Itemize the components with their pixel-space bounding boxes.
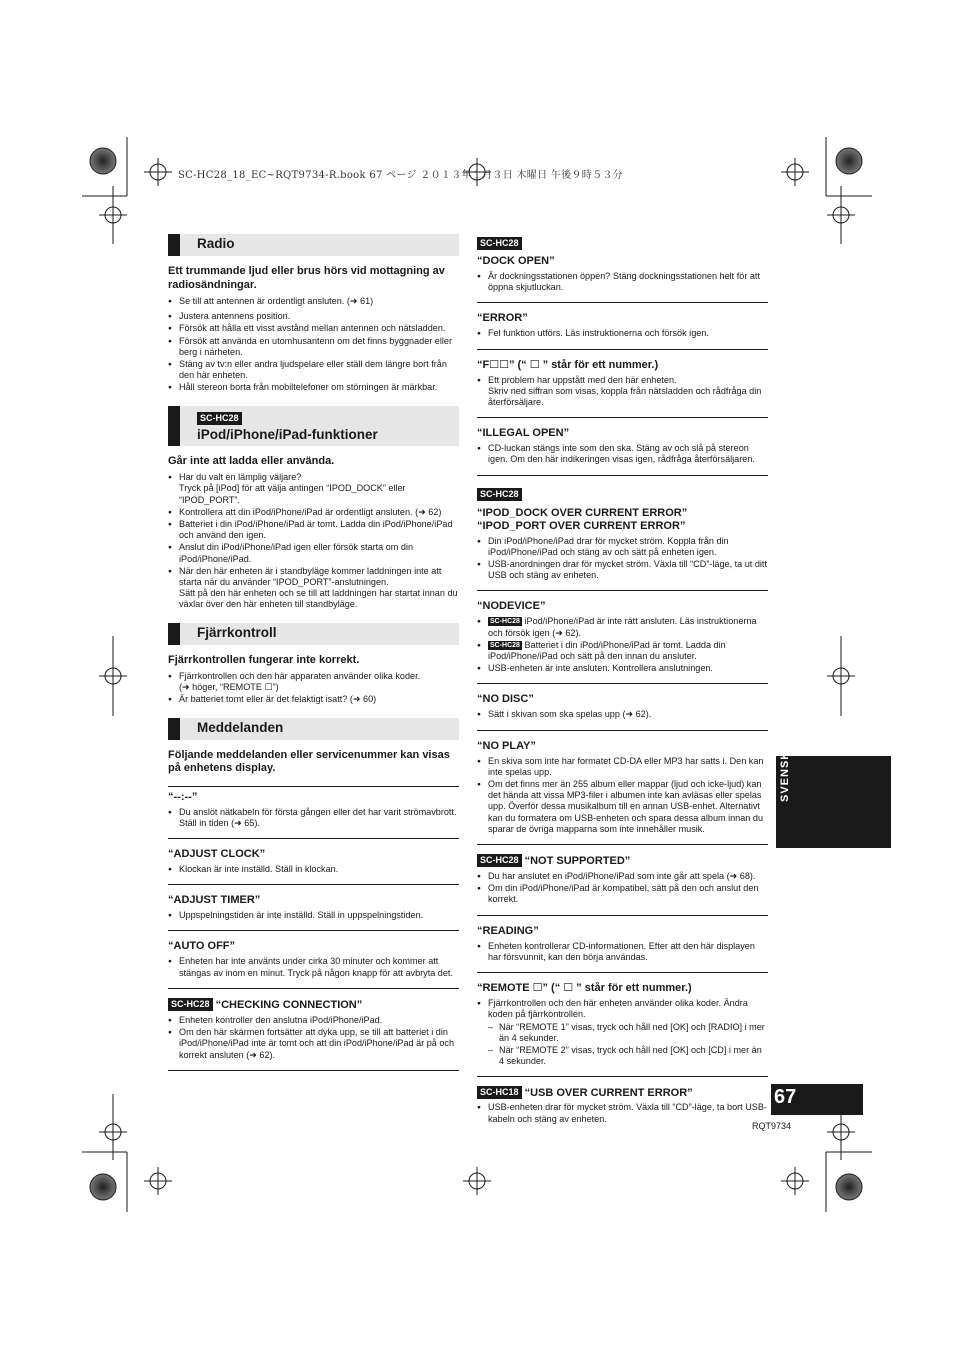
message-entry bbox=[477, 925, 768, 973]
model-badge: SC-HC28 bbox=[168, 998, 213, 1011]
message-entry bbox=[477, 693, 768, 730]
section-title: Fjärrkontroll bbox=[197, 624, 277, 640]
list-item: ● Försök att använda en utomhusantenn om det finns byggnader eller berg i närheten. bbox=[168, 336, 459, 358]
model-badge: SC-HC28 bbox=[490, 618, 520, 626]
list-item: ● Kontrollera att din iPod/iPhone/iPad är ordentligt ansluten. (➜ 62) bbox=[168, 507, 459, 518]
list-item bbox=[168, 671, 459, 693]
list-item: ● Uppspelningstiden är inte inställd. Ställ in uppspelningstiden. bbox=[168, 910, 459, 921]
section-title: Meddelanden bbox=[197, 719, 284, 735]
section-header-ipod bbox=[168, 406, 459, 446]
message-entry bbox=[168, 786, 459, 839]
message-entry bbox=[168, 998, 459, 1071]
list-item bbox=[477, 375, 768, 409]
message-code: “NOT SUPPORTED” bbox=[524, 855, 631, 868]
list-item: ● Håll stereon borta från mobiltelefoner om störningen är märkbar. bbox=[168, 382, 459, 393]
message-entry bbox=[168, 894, 459, 931]
list-item bbox=[477, 640, 768, 662]
message-code: “ILLEGAL OPEN” bbox=[477, 427, 570, 440]
list-subitem: – När “REMOTE 1” visas, tryck och håll ned [OK] och [RADIO] i mer än 4 sekunder. bbox=[477, 1022, 768, 1044]
list-item: ● Justera antennens position. bbox=[168, 311, 459, 322]
message-entry bbox=[477, 1086, 768, 1124]
message-code: “IPOD_PORT OVER CURRENT ERROR” bbox=[477, 519, 686, 532]
message-entry bbox=[477, 854, 768, 916]
item-text: Batteriet i din iPod/iPhone/iPad är tomt. Ladda din iPod/iPhone/iPad och sätt på den innan du ansluter. bbox=[488, 639, 726, 662]
message-code: “F☐☐” (“ ☐ ” står för ett nummer.) bbox=[477, 358, 659, 371]
item-text: iPod/iPhone/iPad är inte rätt ansluten. Läs instruktionerna och försök igen (➜ 62). bbox=[488, 616, 757, 638]
message-code: “CHECKING CONNECTION” bbox=[215, 998, 363, 1011]
right-column bbox=[477, 234, 768, 1133]
radio-problem-heading: Ett trummande ljud eller brus hörs vid mottagning av radiosändningar. bbox=[168, 265, 445, 291]
item-line: När den här enheten är i standbyläge kommer laddningen inte att starta när du använder “IPOD_PORT”-anslutningen. bbox=[179, 565, 442, 587]
list-item: ● Batteriet i din iPod/iPhone/iPad är tomt. Ladda din iPod/iPhone/iPad och använd den igen. bbox=[168, 519, 459, 541]
messages-intro: Följande meddelanden eller servicenummer kan visas på enhetens display. bbox=[168, 748, 450, 775]
remote-problem-heading: Fjärrkontrollen fungerar inte korrekt. bbox=[168, 653, 360, 666]
message-entry bbox=[477, 740, 768, 845]
language-tab bbox=[776, 741, 891, 848]
message-code: “REMOTE ☐” (“ ☐ ” står för ett nummer.) bbox=[477, 982, 692, 995]
list-item bbox=[168, 472, 459, 506]
model-badge: SC-HC18 bbox=[477, 1086, 522, 1099]
item-line: Fjärrkontrollen och den här apparaten använder olika koder. bbox=[179, 671, 421, 682]
list-item: ● Stäng av tv:n eller andra ljudspelare eller ställ dem längre bort från den här enheten. bbox=[168, 359, 459, 381]
page-number-box bbox=[771, 1084, 863, 1115]
ipod-solution-list bbox=[168, 472, 459, 610]
list-item: ● Enheten har inte använts under cirka 30 minuter och kommer att stängas av inom en minut. Tryck på någon knapp för att avbryta det. bbox=[168, 956, 459, 978]
list-item: ● Sätt i skivan som ska spelas upp (➜ 62). bbox=[477, 709, 768, 720]
message-code: “NO DISC” bbox=[477, 693, 534, 706]
message-entry bbox=[477, 485, 768, 592]
list-item: ● CD-luckan stängs inte som den ska. Stäng av och slå på stereon igen. Om den här indikeringen visas igen, rådfråga återförsäljaren. bbox=[477, 443, 768, 465]
list-item: ● USB-anordningen drar för mycket ström. Växla till “CD”-läge, ta ut ditt USB och stäng av enheten. bbox=[477, 559, 768, 581]
section-header-messages bbox=[168, 718, 459, 740]
radio-solution-list bbox=[168, 296, 459, 394]
section-header-radio bbox=[168, 234, 459, 256]
message-code: “NO PLAY” bbox=[477, 739, 536, 752]
message-code: “DOCK OPEN” bbox=[477, 255, 555, 267]
list-item: ● Se till att antennen är ordentligt ansluten. (➜ 61) bbox=[168, 296, 459, 307]
print-header: SC-HC28_18_EC~RQT9734-R.book 67 ページ ２０１３年１月３日 木曜日 午後９時５３分 bbox=[178, 170, 623, 181]
list-item: ● Om det finns mer än 255 album eller mappar (ljud och icke-ljud) kan det hända att vissa MP3-filer i albumen inte kan avläsas eller spelas upp. Överför dessa musikalbum till en annan USB-enhet. Alternativt kan du formatera om USB-enheten och spara dessa album innan du sparar de övriga mapparna som inte innehåller musik. bbox=[477, 779, 768, 835]
list-item: ● Enheten kontroller den anslutna iPod/iPhone/iPad. bbox=[168, 1015, 459, 1026]
message-entry bbox=[477, 982, 768, 1077]
message-entry bbox=[477, 600, 768, 684]
list-item: ● USB-enheten drar för mycket ström. Växla till “CD”-läge, ta bort USB-kabeln och stäng av enheten. bbox=[477, 1102, 768, 1124]
list-item bbox=[477, 616, 768, 638]
list-item: ● Försök att hålla ett visst avstånd mellan antennen och nätsladden. bbox=[168, 323, 459, 334]
list-item: ● Din iPod/iPhone/iPad drar för mycket ström. Koppla från din iPod/iPhone/iPad och stäng av och sätt på enheten igen. bbox=[477, 536, 768, 558]
item-line: (➜ höger, “REMOTE ☐”) bbox=[179, 682, 279, 693]
section-title: Radio bbox=[197, 236, 235, 251]
message-entry bbox=[477, 312, 768, 349]
language-tab-label: SVENSKA bbox=[779, 741, 791, 802]
message-code: “READING” bbox=[477, 924, 539, 937]
model-badge: SC-HC28 bbox=[477, 854, 522, 867]
message-code-line bbox=[477, 1086, 768, 1099]
item-line: Ett problem har uppstått med den här enheten. bbox=[488, 374, 677, 385]
model-badge: SC-HC28 bbox=[477, 488, 522, 501]
model-badge: SC-HC28 bbox=[490, 641, 520, 649]
section-title: iPod/iPhone/iPad-funktioner bbox=[197, 426, 378, 442]
list-item: ● Du har anslutet en iPod/iPhone/iPad som inte går att spela (➜ 68). bbox=[477, 871, 768, 882]
message-code: “ADJUST TIMER” bbox=[168, 894, 261, 907]
message-entry bbox=[168, 940, 459, 988]
message-code: “ADJUST CLOCK” bbox=[168, 848, 266, 861]
list-item: ● Är dockningsstationen öppen? Stäng dockningsstationen helt för att öppna skjutluckan. bbox=[477, 271, 768, 293]
message-entry bbox=[477, 255, 768, 303]
message-code-line bbox=[168, 998, 459, 1012]
remote-solution-list bbox=[168, 671, 459, 706]
message-code: “--:--” bbox=[168, 790, 198, 803]
message-code-line bbox=[477, 854, 768, 868]
list-item: ● En skiva som inte har formatet CD-DA eller MP3 har satts i. Den kan inte spelas upp. bbox=[477, 756, 768, 778]
list-subitem: – När “REMOTE 2” visas, tryck och håll ned [OK] och [CD] i mer än 4 sekunder. bbox=[477, 1045, 768, 1067]
item-line: Skriv ned siffran som visas, koppla från nätsladden och rådfråga din återförsäljare. bbox=[488, 385, 762, 408]
list-item: ● Anslut din iPod/iPhone/iPad igen eller försök starta om din iPod/iPhone/iPad. bbox=[168, 542, 459, 564]
item-line: Tryck på [iPod] för att välja antingen “IPOD_DOCK” eller “IPOD_PORT”. bbox=[179, 483, 406, 505]
message-entry bbox=[477, 359, 768, 419]
list-item: ● Fel funktion utförs. Läs instruktionerna och försök igen. bbox=[477, 328, 768, 339]
model-badge: SC-HC28 bbox=[197, 412, 242, 425]
list-item: ● Du anslöt nätkabeln för första gången eller det har varit strömavbrott. Ställ in tiden (➜ 65). bbox=[168, 807, 459, 829]
page-number: 67 bbox=[774, 1086, 797, 1108]
list-item: ● Är batteriet tomt eller är det felaktigt isatt? (➜ 60) bbox=[168, 694, 459, 705]
list-item: ● Klockan är inte inställd. Ställ in klockan. bbox=[168, 864, 459, 875]
section-header-remote bbox=[168, 623, 459, 645]
model-code: RQT9734 bbox=[752, 1121, 792, 1131]
list-item: ● Enheten kontrollerar CD-informationen. Efter att den här displayen har försvunnit, kan den börja användas. bbox=[477, 941, 768, 963]
message-entry bbox=[477, 427, 768, 475]
message-entry bbox=[168, 848, 459, 885]
list-item: ● USB-enheten är inte ansluten. Kontrollera anslutningen. bbox=[477, 663, 768, 674]
item-line: Har du valt en lämplig väljare? bbox=[179, 472, 302, 483]
message-code: “AUTO OFF” bbox=[168, 940, 236, 953]
list-item: ● Om din iPod/iPhone/iPad är kompatibel, sätt på den och anslut den korrekt. bbox=[477, 883, 768, 905]
item-line: Sätt på den här enheten och se till att laddningen har startat innan du växlar över den här enheten till standbyläge. bbox=[179, 588, 458, 610]
model-badge: SC-HC28 bbox=[477, 237, 522, 250]
message-code: “ERROR” bbox=[477, 312, 528, 325]
left-column bbox=[168, 234, 459, 1080]
list-item bbox=[168, 566, 459, 611]
ipod-problem-heading: Går inte att ladda eller använda. bbox=[168, 454, 335, 467]
message-code: “IPOD_DOCK OVER CURRENT ERROR” bbox=[477, 506, 688, 519]
list-item: ● Fjärrkontrollen och den här enheten använder olika koder. Ändra koden på fjärrkontrollen. bbox=[477, 998, 768, 1020]
list-item: ● Om den här skärmen fortsätter att dyka upp, se till att batteriet i din iPod/iPhone/iPad inte är tomt och att din iPod/iPhone/iPad är på och korrekt ansluten (➜ 62). bbox=[168, 1027, 459, 1061]
message-code: “USB OVER CURRENT ERROR” bbox=[524, 1087, 693, 1100]
message-code: “NODEVICE” bbox=[477, 600, 546, 613]
